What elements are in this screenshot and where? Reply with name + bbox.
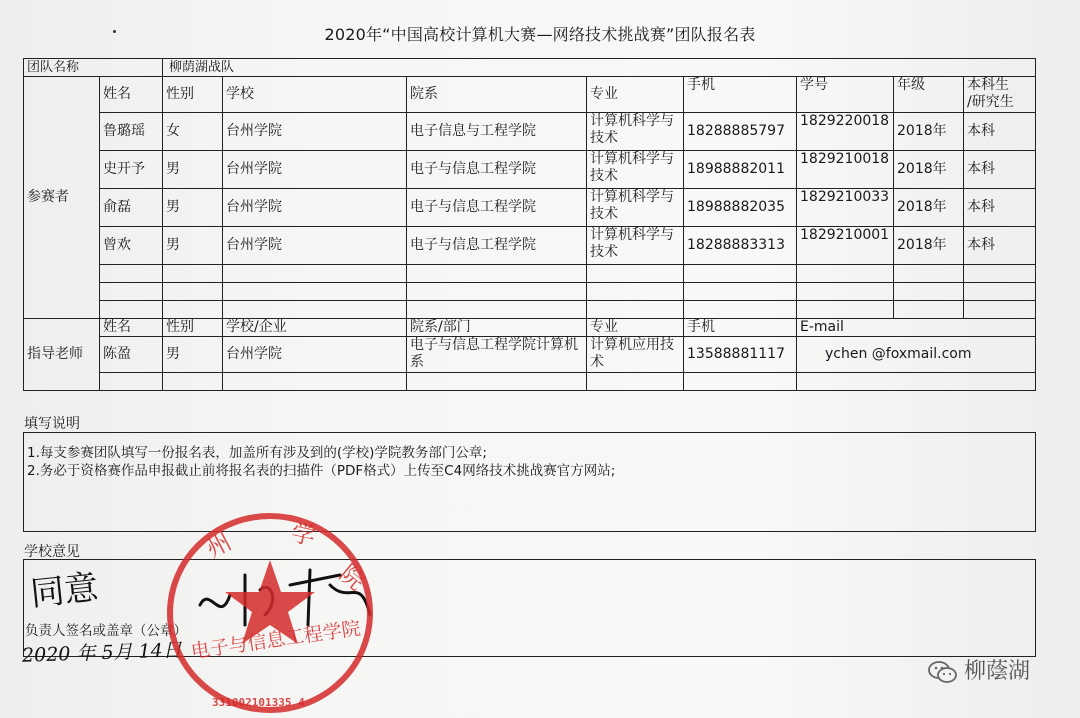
header-phone: 手机 [684, 77, 797, 113]
advisor-row [24, 337, 1036, 373]
participant-year: 2018年 [894, 227, 964, 265]
handwritten-approval: 同意 [28, 567, 101, 615]
participant-school: 台州学院 [223, 113, 407, 151]
table-row [24, 113, 1036, 151]
participant-header-row [24, 77, 1036, 113]
svg-text:331002101335 4: 331002101335 4 [212, 696, 305, 709]
advisor-major: 计算机应用技术 [587, 337, 684, 373]
participant-name: 史开予 [100, 151, 163, 189]
team-name-value: 柳荫湖战队 [163, 59, 1036, 77]
advisor-phone: 13588881117 [684, 337, 797, 373]
advisor-email: ychen @foxmail.com [797, 337, 1036, 373]
empty-row [24, 301, 1036, 319]
wechat-icon [928, 659, 958, 685]
svg-text:院: 院 [334, 559, 371, 597]
advisor-header-phone: 手机 [684, 319, 797, 337]
advisor-school: 台州学院 [223, 337, 407, 373]
participant-gender: 男 [163, 151, 223, 189]
participant-major: 计算机科学与技术 [587, 151, 684, 189]
participant-name: 鲁璐瑶 [100, 113, 163, 151]
participant-year: 2018年 [894, 113, 964, 151]
participant-name: 俞磊 [100, 189, 163, 227]
advisor-header-email: E-mail [797, 319, 1036, 337]
participant-department: 电子与信息工程学院 [407, 227, 587, 265]
header-department: 院系 [407, 77, 587, 113]
watermark [928, 654, 1030, 685]
participant-phone: 18288885797 [684, 113, 797, 151]
advisor-header-department: 院系/部门 [407, 319, 587, 337]
table-row [24, 227, 1036, 265]
advisor-name: 陈盈 [100, 337, 163, 373]
header-major: 专业 [587, 77, 684, 113]
instructions-label: 填写说明 [24, 416, 80, 432]
advisor-header-name: 姓名 [100, 319, 163, 337]
participant-phone: 18988882035 [684, 189, 797, 227]
team-name-label: 团队名称 [24, 59, 163, 77]
header-student-id: 学号 [797, 77, 894, 113]
handwritten-date: 2020 年 5月 14日 [21, 639, 183, 667]
header-school: 学校 [223, 77, 407, 113]
advisor-gender: 男 [163, 337, 223, 373]
instruction-line-1: 1.每支参赛团队填写一份报名表，加盖所有涉及到的(学校)学院教务部门公章; [27, 445, 487, 461]
participant-level: 本科 [964, 151, 1036, 189]
form-title: 2020年“中国高校计算机大赛—网络技术挑战赛”团队报名表 [324, 25, 756, 44]
team-row [24, 59, 1036, 77]
advisor-department: 电子与信息工程学院计算机系 [407, 337, 587, 373]
table-row [24, 189, 1036, 227]
advisor-header-school: 学校/企业 [223, 319, 407, 337]
advisor-header-row [24, 319, 1036, 337]
participant-student-id: 1829210018 [797, 151, 894, 189]
header-name: 姓名 [100, 77, 163, 113]
participant-school: 台州学院 [223, 151, 407, 189]
school-seal-stamp [160, 508, 380, 718]
instruction-line-2: 2.务必于资格赛作品申报截止前将报名表的扫描件（PDF格式）上传至C4网络技术挑战赛官方网站; [27, 463, 616, 479]
participant-level: 本科 [964, 113, 1036, 151]
svg-text:州: 州 [201, 527, 237, 564]
participant-major: 计算机科学与技术 [587, 189, 684, 227]
registration-table [23, 58, 1036, 391]
advisor-header-major: 专业 [587, 319, 684, 337]
watermark-text: 柳蔭湖 [964, 659, 1031, 684]
participant-year: 2018年 [894, 189, 964, 227]
header-level: 本科生 /研究生 [964, 77, 1036, 113]
empty-row [24, 265, 1036, 283]
svg-text:电子与信息工程学院: 电子与信息工程学院 [189, 617, 363, 663]
participant-year: 2018年 [894, 151, 964, 189]
participant-level: 本科 [964, 227, 1036, 265]
participant-department: 电子与信息工程学院 [407, 151, 587, 189]
participant-major: 计算机科学与技术 [587, 113, 684, 151]
svg-text:学: 学 [288, 518, 319, 551]
participant-gender: 男 [163, 189, 223, 227]
participant-student-id: 1829220018 [797, 113, 894, 151]
participant-school: 台州学院 [223, 227, 407, 265]
participant-student-id: 1829210001 [797, 227, 894, 265]
participant-gender: 男 [163, 227, 223, 265]
participants-section-label: 参赛者 [24, 77, 100, 319]
participant-phone: 18288883313 [684, 227, 797, 265]
participant-major: 计算机科学与技术 [587, 227, 684, 265]
participant-department: 电子信息与工程学院 [407, 113, 587, 151]
participant-school: 台州学院 [223, 189, 407, 227]
header-gender: 性别 [163, 77, 223, 113]
empty-row [24, 283, 1036, 301]
participant-department: 电子与信息工程学院 [407, 189, 587, 227]
table-row [24, 151, 1036, 189]
participant-phone: 18988882011 [684, 151, 797, 189]
header-year: 年级 [894, 77, 964, 113]
school-opinion-label: 学校意见 [24, 544, 80, 560]
participant-level: 本科 [964, 189, 1036, 227]
empty-row [24, 373, 1036, 391]
participant-student-id: 1829210033 [797, 189, 894, 227]
advisor-header-gender: 性别 [163, 319, 223, 337]
signature-label: 负责人签名或盖章（公章） [25, 623, 187, 639]
participant-gender: 女 [163, 113, 223, 151]
advisor-section-label: 指导老师 [24, 319, 100, 391]
participant-name: 曾欢 [100, 227, 163, 265]
